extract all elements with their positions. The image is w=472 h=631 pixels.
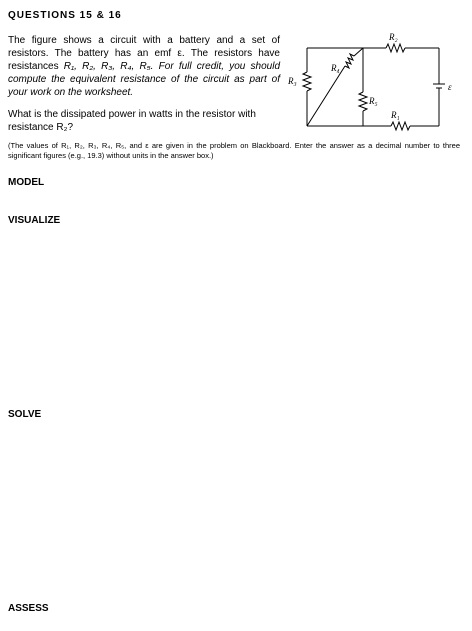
label-r2: R₂ — [389, 32, 398, 42]
label-emf: ε — [448, 82, 452, 92]
section-solve: SOLVE — [8, 409, 42, 420]
r4-wire — [354, 48, 363, 56]
intro-text: The figure shows a circuit with a battery and a set of resistors. The battery has an emf ε. The resistors have resistances — [8, 35, 280, 72]
section-visualize: VISUALIZE — [8, 215, 61, 226]
section-assess: ASSESS — [8, 603, 49, 614]
label-r4: R₄ — [331, 63, 340, 73]
resistor-r1 — [391, 122, 410, 130]
circuit-diagram — [283, 24, 453, 136]
instruction-text: For full credit, you should compute the equivalent resistance of the circuit as part of your work on the worksheet. — [8, 61, 280, 98]
resistor-r4 — [345, 54, 354, 68]
resistor-r5 — [359, 92, 367, 111]
resistor-list: R₁, R₂, R₃, R₄, R₅. — [63, 61, 154, 72]
diagonal-wire — [307, 66, 345, 126]
resistor-r3 — [303, 72, 311, 91]
label-r3: R₃ — [288, 76, 297, 86]
label-r1: R₁ — [391, 110, 400, 120]
page-title: QUESTIONS 15 & 16 — [8, 10, 122, 21]
answer-note: (The values of R₁, R₂, R₃, R₄, R₅, and ε are given in the problem on Blackboard. Enter the answer as a decimal number to three significant figures (e.g., 19.3) without units in the answer box.) — [8, 141, 460, 160]
label-r5: R₅ — [369, 96, 378, 106]
question-text: What is the dissipated power in watts in the resistor with resistance R₂? — [8, 109, 256, 133]
intro-paragraph — [8, 34, 280, 99]
resistor-r2 — [386, 44, 405, 52]
section-model: MODEL — [8, 177, 45, 188]
